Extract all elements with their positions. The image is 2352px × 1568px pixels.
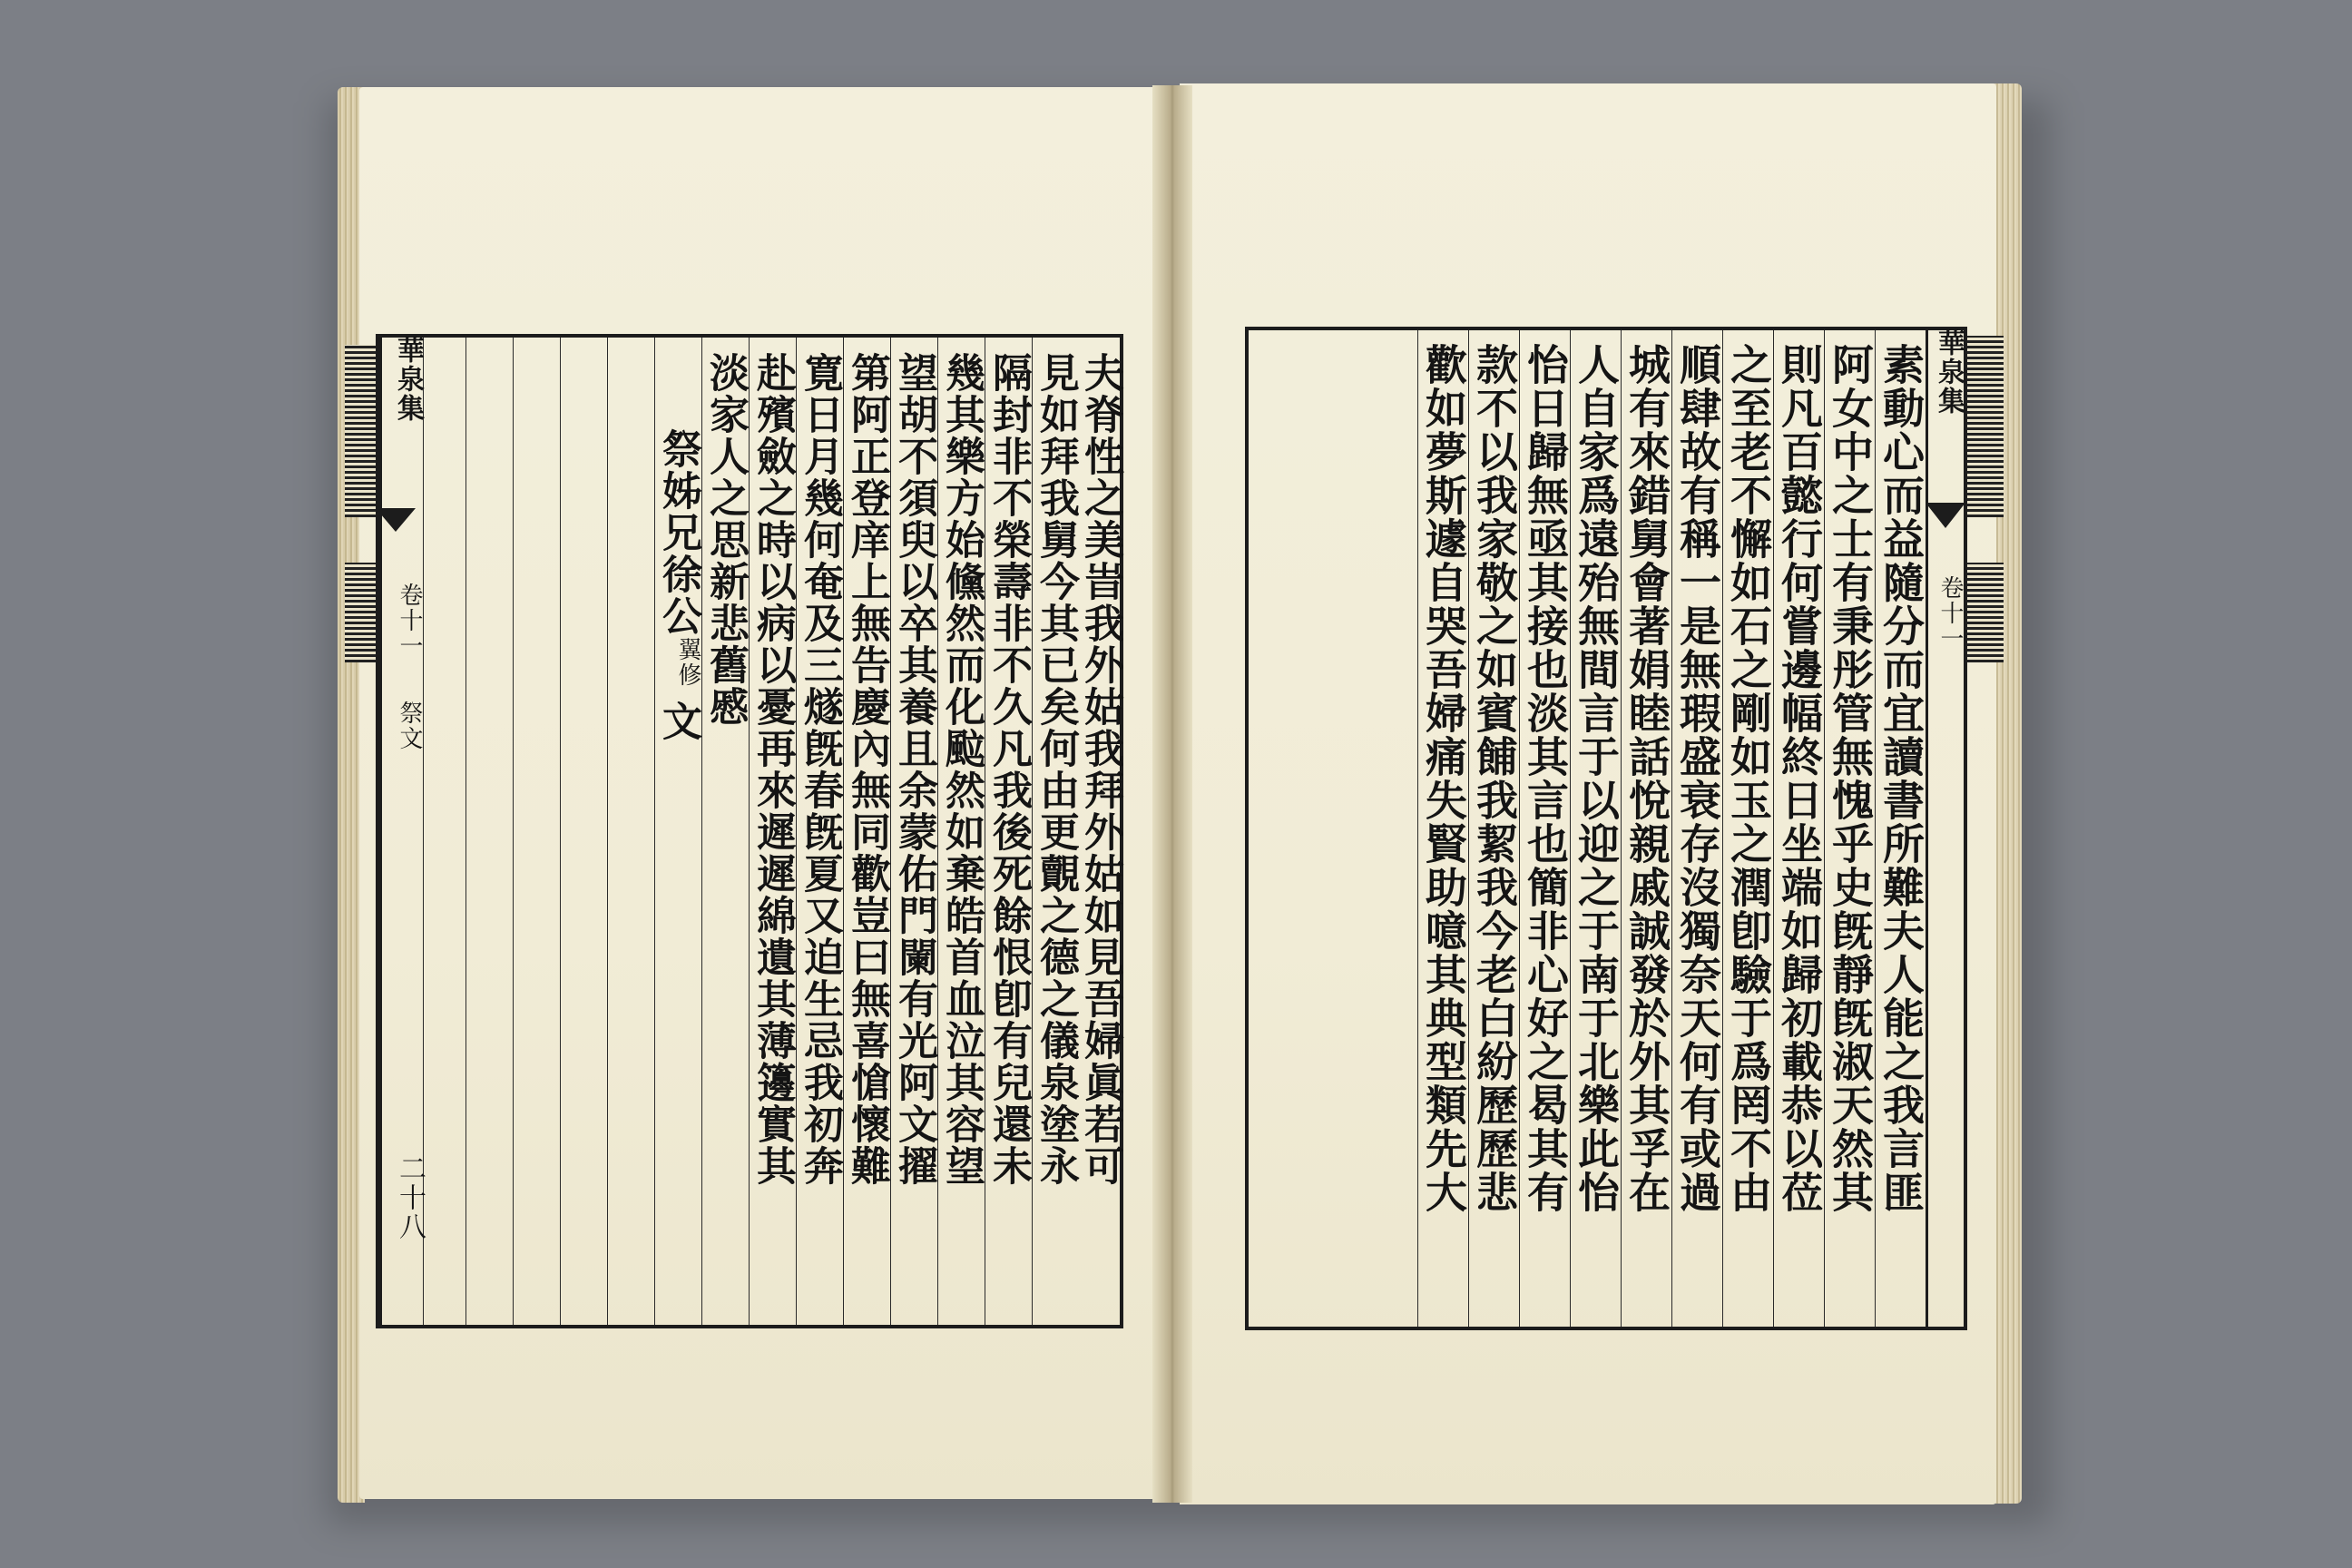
column-text: 阿女中之士有秉彤管無愧乎史旣靜旣淑天然其 — [1826, 343, 1875, 1214]
column-text: 人自家爲遠殆無間言于以迎之于南于北樂此怡 — [1572, 343, 1621, 1214]
column-text: 素動心而益隨分而宜讀書所難夫人能之我言匪 — [1877, 343, 1926, 1214]
blank-column — [423, 338, 466, 1325]
page-center-band — [1926, 330, 1964, 1327]
margin-title: 華泉集 — [392, 336, 424, 423]
text-column — [1079, 338, 1123, 1325]
margin-volume: 卷十一 — [396, 583, 423, 659]
column-text: 城有來錯舅會著娟睦話悅親戚誠發於外其孚在 — [1622, 343, 1671, 1214]
column-text: 隔封非不榮壽非不久凡我後死餘恨卽有兒還未 — [985, 352, 1032, 1187]
text-column — [1570, 330, 1621, 1327]
margin-section: 祭文 — [396, 701, 423, 751]
fishtail-hatch-lower — [345, 563, 376, 662]
text-column — [1519, 330, 1570, 1327]
column-text: 淡家人之思新悲舊慼 — [702, 352, 749, 728]
left-text-frame — [376, 334, 1123, 1328]
page-center-band — [379, 336, 426, 1325]
fishtail-marker — [1926, 503, 1965, 528]
right-text-frame — [1245, 327, 1967, 1330]
text-column — [1621, 330, 1671, 1327]
text-column — [701, 338, 749, 1325]
heading-column — [654, 338, 701, 1325]
column-text: 第阿正登庠上無告慶內無同歡豈曰無喜愴懷難 — [844, 352, 890, 1187]
page-number: 二十八 — [394, 1154, 426, 1241]
text-column — [985, 338, 1032, 1325]
column-text: 見如拜我舅今其已矣何由更覿之德之儀泉塗永 — [1033, 352, 1079, 1187]
column-text: 寛日月幾何奄及三燧旣春旣夏又迫生忌我初奔 — [797, 352, 843, 1187]
fishtail-hatch-upper — [1967, 336, 2004, 517]
fishtail-hatch-upper — [345, 345, 376, 517]
blank-column — [560, 338, 607, 1325]
column-text: 歡如夢斯遽自哭吾婦痛失賢助噫其典型類先大 — [1419, 343, 1468, 1214]
fishtail-hatch-lower — [1967, 563, 2004, 662]
column-text: 順肆故有稱一是無瑕盛衰存沒獨奈天何有或過 — [1673, 343, 1722, 1214]
column-text: 幾其樂方始儵然而化䬃然如棄皓首血泣其容望 — [938, 352, 985, 1187]
column-text: 望胡不須臾以卒其養且余蒙佑門闌有光阿文擢 — [891, 352, 937, 1187]
column-text: 則凡百懿行何嘗邊幅終日坐端如歸初載恭以莅 — [1775, 343, 1824, 1214]
column-text: 怡日歸無亟其接也淡其言也簡非心好之曷其有 — [1521, 343, 1570, 1214]
blank-column — [466, 338, 513, 1325]
heading-annotation: 翼修 — [674, 637, 701, 688]
text-column — [796, 338, 843, 1325]
text-column — [843, 338, 890, 1325]
text-column — [937, 338, 985, 1325]
text-column — [1773, 330, 1824, 1327]
text-column — [890, 338, 937, 1325]
text-column — [1824, 330, 1875, 1327]
book-gutter — [1152, 85, 1192, 1503]
text-column — [1671, 330, 1722, 1327]
column-text: 赴殯斂之時以病以憂再來遲遲綿遺其薄籩實其 — [750, 352, 796, 1187]
heading-title: 祭姊兄徐公 — [655, 428, 701, 637]
text-column — [1875, 330, 1926, 1327]
blank-column — [607, 338, 654, 1325]
margin-title: 華泉集 — [1933, 328, 1965, 416]
heading-suffix: 文 — [655, 701, 701, 742]
text-column — [1468, 330, 1519, 1327]
text-column — [749, 338, 796, 1325]
text-column — [1417, 330, 1468, 1327]
text-column — [1032, 338, 1079, 1325]
column-text: 夫脊性之美旹我外姑我拜外姑如見吾婦眞若可 — [1077, 352, 1123, 1187]
blank-column — [513, 338, 560, 1325]
margin-volume: 卷十一 — [1936, 575, 1964, 652]
fishtail-marker — [376, 508, 416, 532]
text-column — [1722, 330, 1773, 1327]
column-text: 之至老不懈如石之剛如玉之潤卽驗于爲罔不由 — [1724, 343, 1773, 1214]
column-text: 款不以我家敬之如賓餔我絜我今老白紛歷歷悲 — [1470, 343, 1519, 1214]
